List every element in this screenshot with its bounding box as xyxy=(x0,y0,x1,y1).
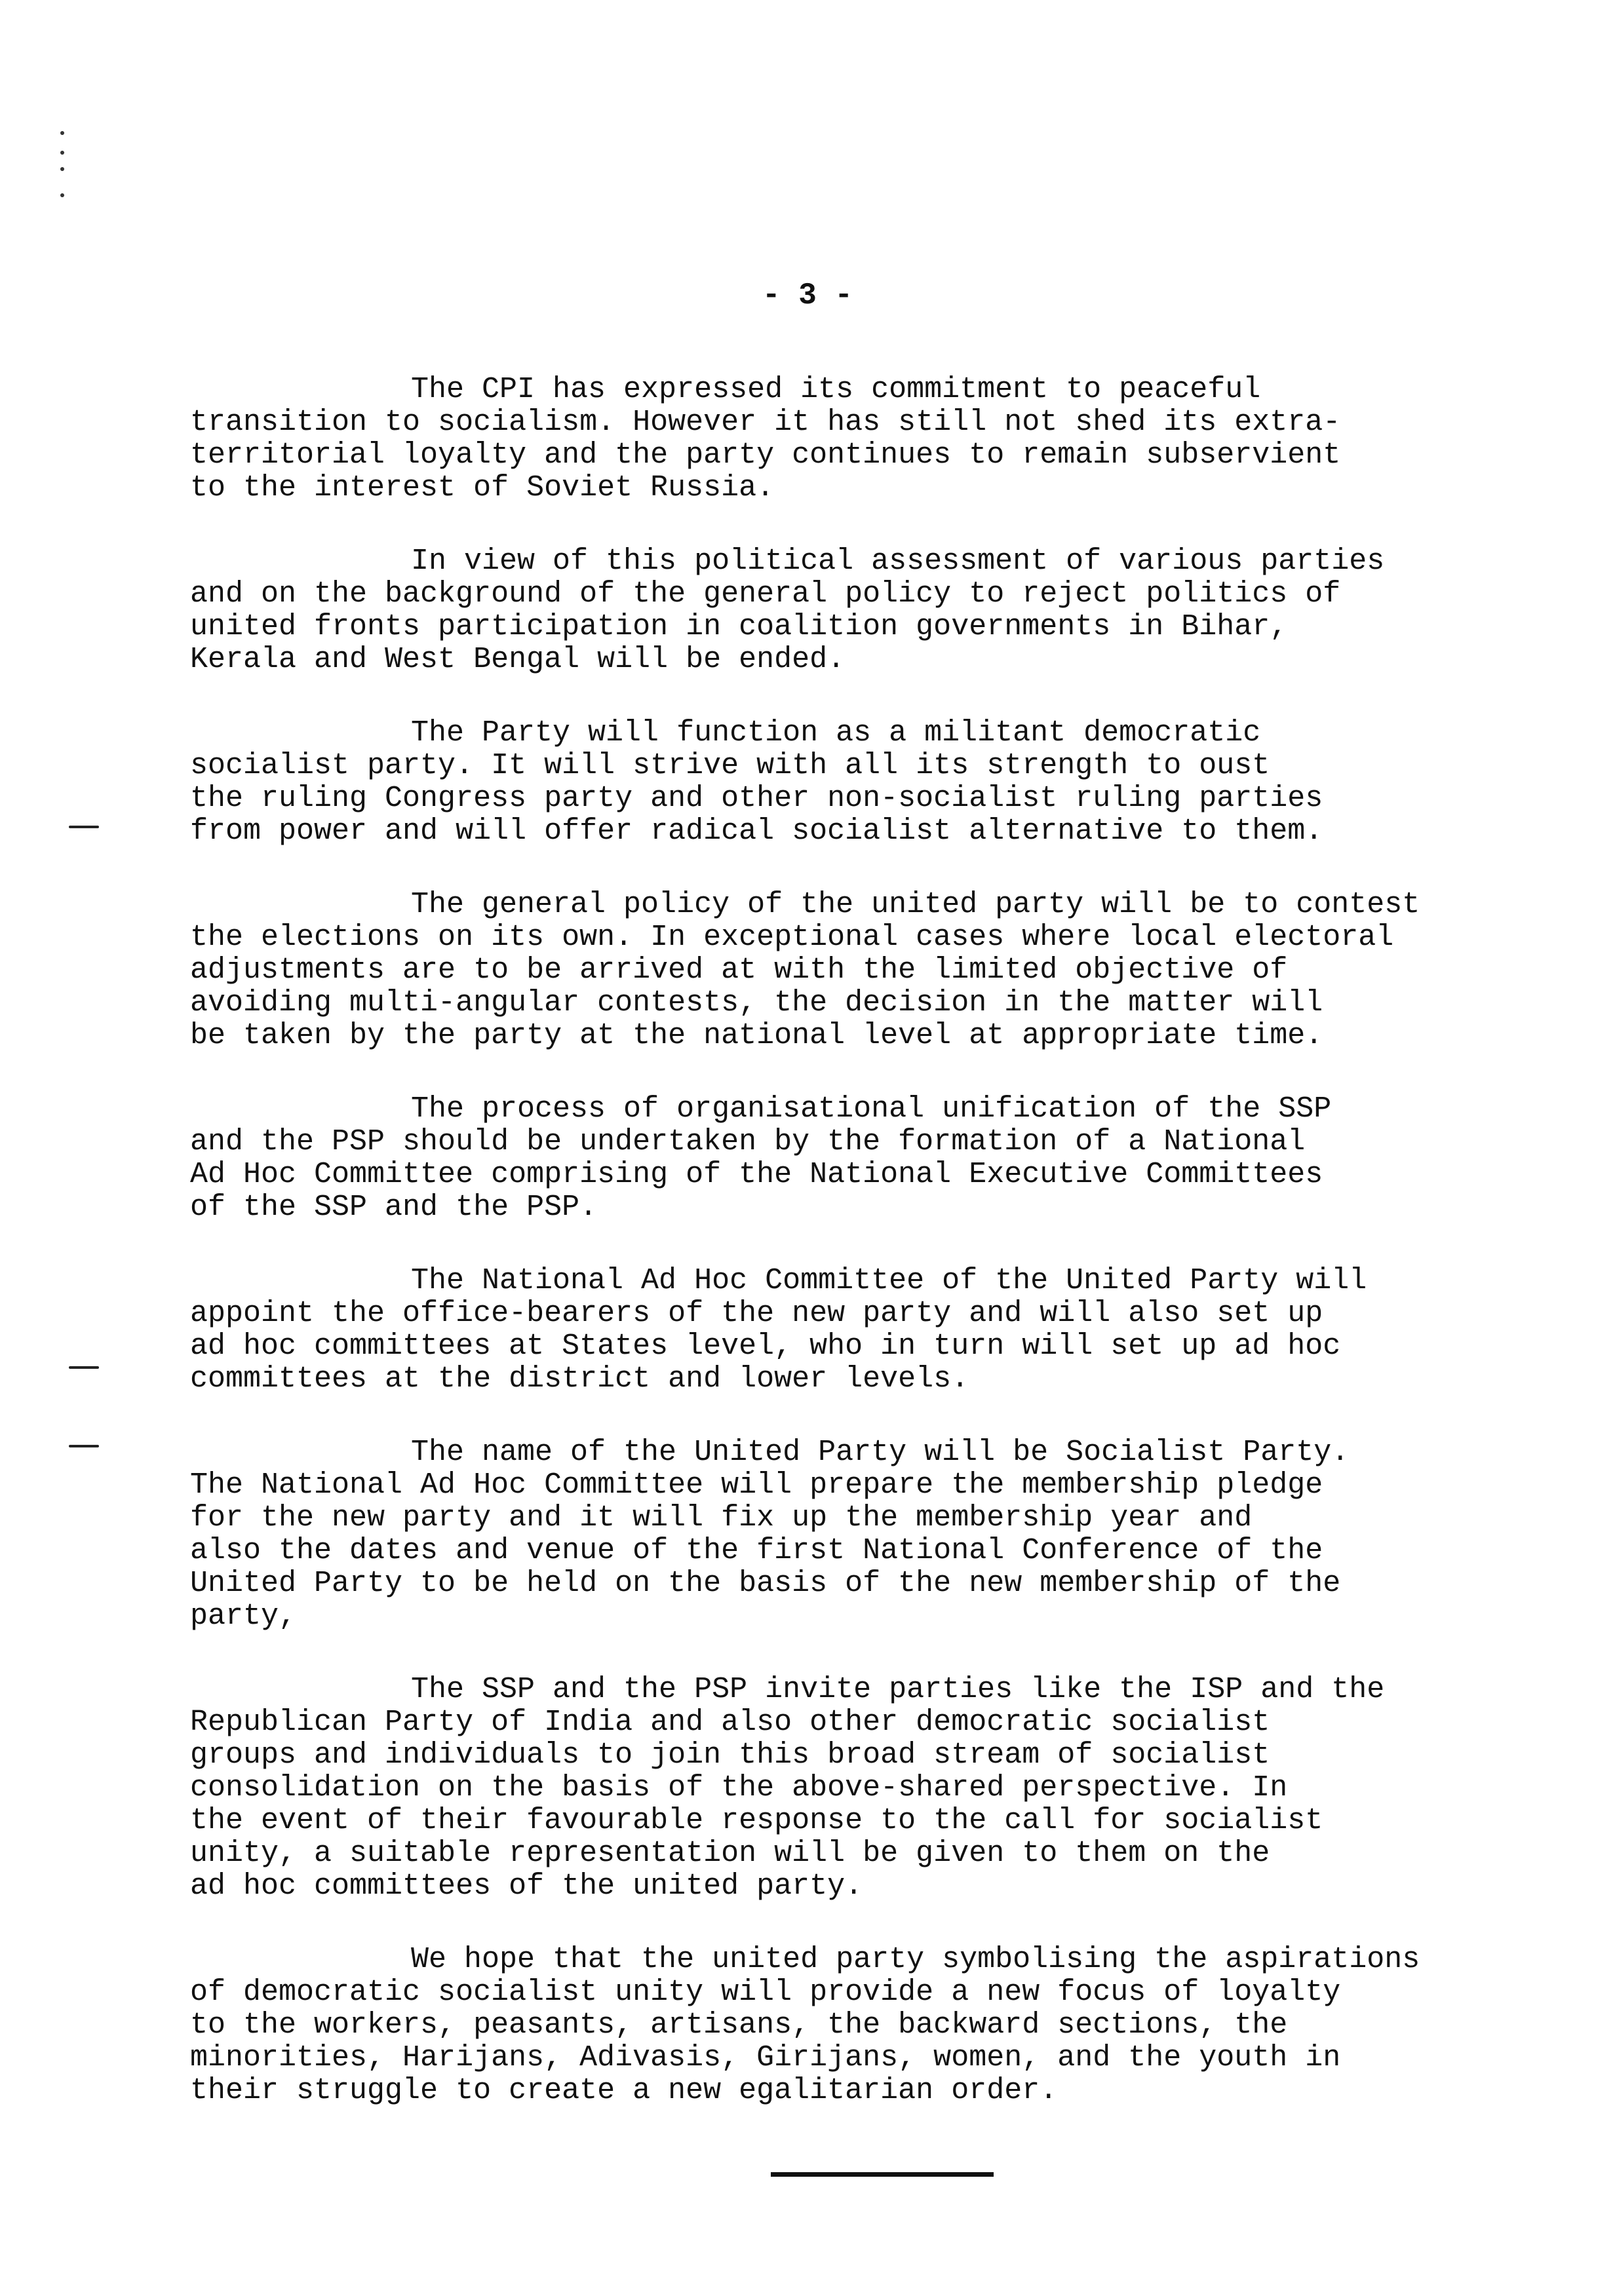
text-line: The general policy of the united party will be to contest xyxy=(411,888,1420,921)
text-line: United Party to be held on the basis of the new membership of the xyxy=(190,1567,1341,1600)
text-line: consolidation on the basis of the above-shared perspective. In xyxy=(190,1771,1288,1805)
text-line: of the SSP and the PSP. xyxy=(190,1191,598,1224)
text-line: united fronts participation in coalition governments in Bihar, xyxy=(190,610,1288,643)
text-line: We hope that the united party symbolising the aspirations xyxy=(411,1943,1420,1976)
end-rule xyxy=(771,2172,994,2177)
text-line: In view of this political assessment of various parties xyxy=(411,545,1385,578)
text-line: The name of the United Party will be Socialist Party. xyxy=(411,1436,1350,1469)
text-line: The National Ad Hoc Committee will prepare the membership pledge xyxy=(190,1468,1323,1502)
text-line: Ad Hoc Committee comprising of the National Executive Committees xyxy=(190,1158,1323,1191)
text-line: the ruling Congress party and other non-socialist ruling parties xyxy=(190,782,1323,815)
text-line: adjustments are to be arrived at with the limited objective of xyxy=(190,953,1288,987)
text-line: groups and individuals to join this broad stream of socialist xyxy=(190,1738,1270,1772)
text-line: the elections on its own. In exceptional cases where local electoral xyxy=(190,921,1394,954)
scan-specks xyxy=(58,131,67,203)
text-line: The CPI has expressed its commitment to peaceful xyxy=(411,373,1261,406)
text-line: of democratic socialist unity will provide a new focus of loyalty xyxy=(190,1976,1341,2009)
text-line: committees at the district and lower levels. xyxy=(190,1362,969,1396)
text-line: also the dates and venue of the first National Conference of the xyxy=(190,1534,1323,1567)
text-line: party, xyxy=(190,1599,297,1633)
text-line: The process of organisational unification of the SSP xyxy=(411,1092,1332,1126)
text-line: and the PSP should be undertaken by the formation of a National xyxy=(190,1125,1306,1158)
text-line: ad hoc committees at States level, who in turn will set up ad hoc xyxy=(190,1330,1341,1363)
paragraph xyxy=(190,889,1553,1052)
text-line: Republican Party of India and also other democratic socialist xyxy=(190,1706,1270,1739)
text-line: The Party will function as a militant democratic xyxy=(411,716,1261,750)
text-line: territorial loyalty and the party continues to remain subservient xyxy=(190,438,1341,472)
paragraph xyxy=(190,545,1553,676)
text-line: avoiding multi-angular contests, the decision in the matter will xyxy=(190,986,1323,1020)
paragraph xyxy=(190,373,1553,505)
paragraph xyxy=(190,1093,1553,1224)
paragraph xyxy=(190,717,1553,848)
text-line: from power and will offer radical socialist alternative to them. xyxy=(190,814,1323,848)
margin-mark xyxy=(69,1445,99,1447)
text-line: for the new party and it will fix up the membership year and xyxy=(190,1501,1253,1535)
body-text xyxy=(190,373,1553,2148)
paragraph xyxy=(190,1674,1553,1903)
text-line: The National Ad Hoc Committee of the United Party will xyxy=(411,1264,1367,1297)
paragraph xyxy=(190,1436,1553,1633)
paragraph xyxy=(190,1943,1553,2107)
text-line: to the interest of Soviet Russia. xyxy=(190,471,775,505)
text-line: to the workers, peasants, artisans, the backward sections, the xyxy=(190,2008,1288,2042)
text-line: be taken by the party at the national level at appropriate time. xyxy=(190,1019,1323,1052)
text-line: and on the background of the general policy to reject politics of xyxy=(190,577,1341,611)
text-line: The SSP and the PSP invite parties like the ISP and the xyxy=(411,1673,1385,1706)
page-number: - 3 - xyxy=(762,278,853,313)
text-line: transition to socialism. However it has still not shed its extra- xyxy=(190,406,1341,439)
text-line: unity, a suitable representation will be given to them on the xyxy=(190,1837,1270,1870)
text-line: appoint the office-bearers of the new party and will also set up xyxy=(190,1297,1323,1330)
text-line: ad hoc committees of the united party. xyxy=(190,1869,863,1903)
text-line: minorities, Harijans, Adivasis, Girijans, women, and the youth in xyxy=(190,2041,1341,2075)
text-line: socialist party. It will strive with all its strength to oust xyxy=(190,749,1270,782)
text-line: Kerala and West Bengal will be ended. xyxy=(190,643,846,676)
text-line: their struggle to create a new egalitarian order. xyxy=(190,2074,1058,2107)
text-line: the event of their favourable response to the call for socialist xyxy=(190,1804,1323,1837)
margin-mark xyxy=(69,1366,99,1369)
margin-mark xyxy=(69,826,99,828)
paragraph xyxy=(190,1265,1553,1396)
